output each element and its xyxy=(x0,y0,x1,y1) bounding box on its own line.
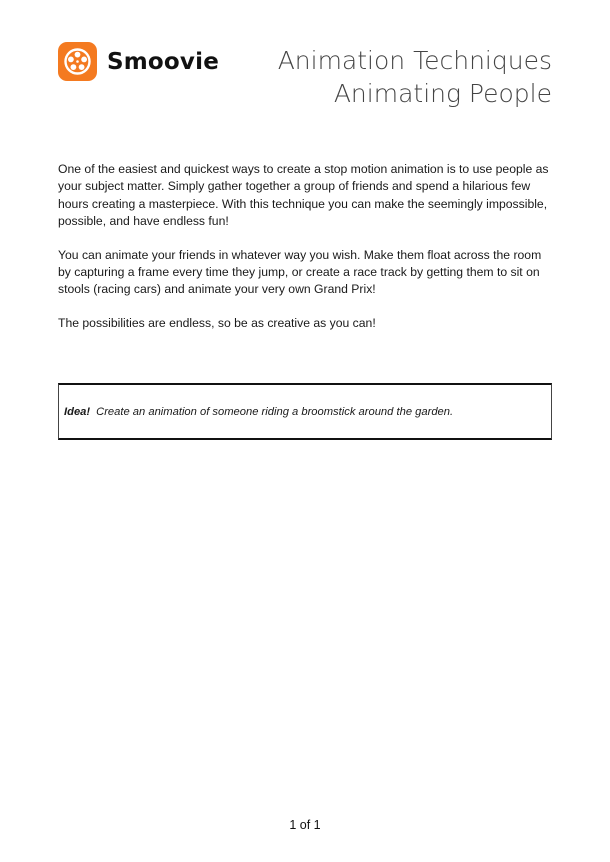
title-line-topic: Animating People xyxy=(333,79,552,108)
brand xyxy=(58,42,219,81)
idea-text: Create an animation of someone riding a broomstick around the garden. xyxy=(96,405,454,418)
paragraph: You can animate your friends in whatever way you wish. Make them float across the room by capturing a frame every time they jump, or create a race track by getting them to sit on stools (racing cars) and animate your very own Grand Prix! xyxy=(58,247,542,297)
title-line-technique: Animation Techniques xyxy=(277,46,552,75)
page-indicator: 1 of 1 xyxy=(289,818,321,832)
document-title xyxy=(278,44,552,110)
idea-label: Idea! xyxy=(64,405,91,418)
paragraph: The possibilities are endless, so be as creative as you can! xyxy=(58,315,376,330)
page-header xyxy=(58,42,552,112)
idea-callout xyxy=(58,383,552,440)
body-text xyxy=(58,161,554,348)
paragraph: One of the easiest and quickest ways to create a stop motion animation is to use people as your subject matter. Simply gather together a group of friends and spend a hilarious few hours creating a masterpiece. With this technique you can make the seemingly impossible, possible, and have endless fun! xyxy=(58,162,549,229)
brand-name: Smoovie xyxy=(107,48,220,75)
film-reel-icon xyxy=(58,42,97,81)
